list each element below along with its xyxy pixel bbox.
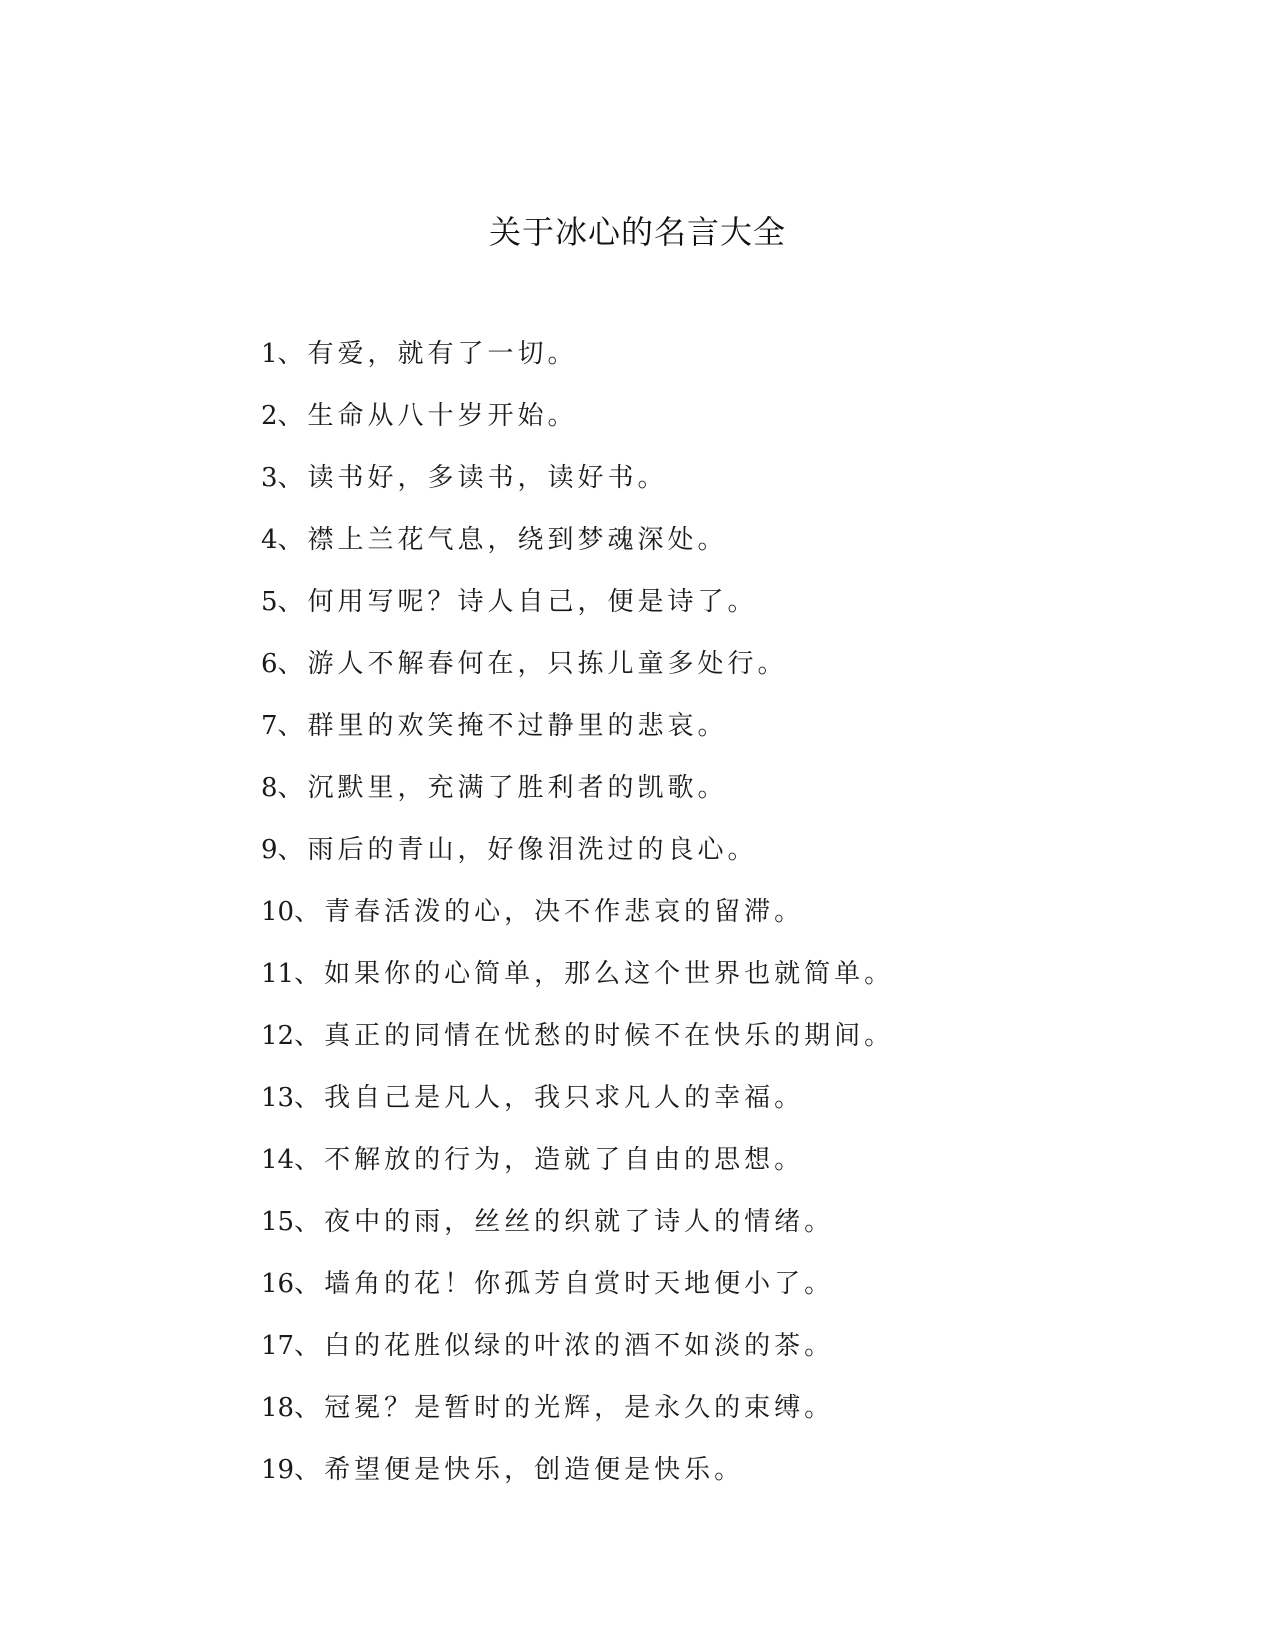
quote-number: 10 <box>261 897 295 927</box>
quote-text: 、何用写呢？诗人自己，便是诗了。 <box>277 587 758 617</box>
quote-number: 13 <box>261 1083 295 1113</box>
quote-number: 7 <box>261 711 278 741</box>
quote-number: 16 <box>261 1269 295 1299</box>
list-item <box>261 1011 894 1073</box>
quote-number: 14 <box>261 1145 295 1175</box>
quote-text: 、冠冕？是暂时的光辉，是永久的束缚。 <box>294 1393 835 1423</box>
page-title: 关于冰心的名言大全 <box>488 213 786 251</box>
list-item <box>261 1073 894 1135</box>
quote-text: 、希望便是快乐，创造便是快乐。 <box>294 1455 745 1485</box>
list-item <box>261 763 894 825</box>
list-item <box>261 1383 894 1445</box>
quote-text: 、襟上兰花气息，绕到梦魂深处。 <box>277 525 728 555</box>
quote-number: 19 <box>261 1455 295 1485</box>
quote-text: 、沉默里，充满了胜利者的凯歌。 <box>277 773 728 803</box>
quote-number: 6 <box>261 649 278 679</box>
list-item <box>261 515 894 577</box>
list-item <box>261 1321 894 1383</box>
quote-list <box>261 329 894 1507</box>
quote-text: 、我自己是凡人，我只求凡人的幸福。 <box>294 1083 805 1113</box>
quote-text: 、如果你的心简单，那么这个世界也就简单。 <box>294 959 895 989</box>
quote-text: 、有爱，就有了一切。 <box>277 339 578 369</box>
quote-number: 1 <box>261 339 278 369</box>
quote-text: 、墙角的花！你孤芳自赏时天地便小了。 <box>294 1269 835 1299</box>
quote-text: 、白的花胜似绿的叶浓的酒不如淡的茶。 <box>294 1331 835 1361</box>
list-item <box>261 577 894 639</box>
quote-number: 17 <box>261 1331 295 1361</box>
list-item <box>261 887 894 949</box>
quote-text: 、真正的同情在忧愁的时候不在快乐的期间。 <box>294 1021 895 1051</box>
quote-text: 、雨后的青山，好像泪洗过的良心。 <box>277 835 758 865</box>
quote-number: 9 <box>261 835 278 865</box>
quote-text: 、生命从八十岁开始。 <box>277 401 578 431</box>
quote-number: 18 <box>261 1393 295 1423</box>
quote-text: 、读书好，多读书，读好书。 <box>277 463 668 493</box>
quote-text: 、夜中的雨，丝丝的织就了诗人的情绪。 <box>294 1207 835 1237</box>
quote-number: 4 <box>261 525 278 555</box>
quote-text: 、青春活泼的心，决不作悲哀的留滞。 <box>294 897 805 927</box>
list-item <box>261 453 894 515</box>
list-item <box>261 1445 894 1507</box>
quote-text: 、游人不解春何在，只拣儿童多处行。 <box>277 649 788 679</box>
quote-number: 11 <box>261 959 295 989</box>
list-item <box>261 1197 894 1259</box>
quote-number: 12 <box>261 1021 295 1051</box>
list-item <box>261 391 894 453</box>
quote-number: 2 <box>261 401 278 431</box>
list-item <box>261 949 894 1011</box>
quote-number: 3 <box>261 463 278 493</box>
list-item <box>261 639 894 701</box>
list-item <box>261 1135 894 1197</box>
list-item <box>261 329 894 391</box>
quote-number: 8 <box>261 773 278 803</box>
list-item <box>261 701 894 763</box>
list-item <box>261 825 894 887</box>
quote-text: 、不解放的行为，造就了自由的思想。 <box>294 1145 805 1175</box>
quote-number: 15 <box>261 1207 295 1237</box>
quote-number: 5 <box>261 587 278 617</box>
quote-text: 、群里的欢笑掩不过静里的悲哀。 <box>277 711 728 741</box>
list-item <box>261 1259 894 1321</box>
